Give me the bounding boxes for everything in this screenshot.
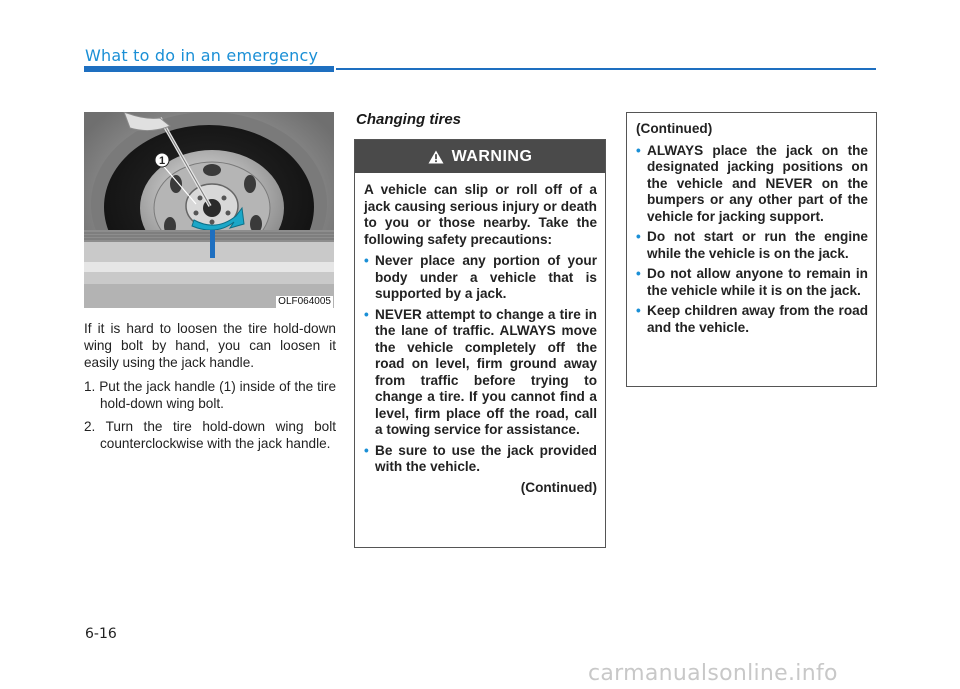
warning-item: • Do not start or run the engine while the vehicle is on the jack. (636, 229, 868, 262)
intro-paragraph: If it is hard to loosen the tire hold-down wing bolt by hand, you can loosen it easily using the jack handle. (84, 321, 336, 370)
figure-caption: OLF064005 (278, 296, 331, 307)
spare-tire-drawing (84, 112, 334, 308)
warning-list (364, 253, 597, 476)
warning-body (355, 173, 605, 496)
watermark[interactable]: carmanualsonline.info (588, 661, 838, 686)
callout-number: 1 (158, 155, 166, 167)
warning-item: • NEVER attempt to change a tire in the lane of traffic. ALWAYS move the vehicle completely off the road on level, firm ground away from traffic before trying to change a tire. If you cannot find a level, firm place off the road, call a towing service for assistance. (364, 307, 597, 439)
warning-continued-box (626, 112, 877, 387)
header-rule-thin (336, 68, 876, 70)
warning-triangle-icon (428, 150, 444, 164)
warning-intro: A vehicle can slip or roll off of a jack causing serious injury or death to you or those nearby. Take the following safety precautions: (364, 182, 597, 247)
warning-item: • Keep children away from the road and the vehicle. (636, 303, 868, 336)
warning-item: • Be sure to use the jack provided with the vehicle. (364, 443, 597, 476)
step-item: 1. Put the jack handle (1) inside of the tire hold-down wing bolt. (84, 379, 336, 411)
continued-heading: (Continued) (636, 121, 713, 136)
step-list (84, 378, 336, 452)
warning-continued-body (627, 113, 876, 336)
page-number: 6-16 (85, 626, 117, 642)
warning-item: • ALWAYS place the jack on the designated jacking positions on the vehicle and NEVER on the bumpers or any other part of the vehicle for jacking support. (636, 143, 868, 226)
warning-label: WARNING (451, 147, 533, 165)
header-rule-thick (84, 66, 334, 72)
warning-continued-list (636, 143, 868, 337)
section-heading: Changing tires (356, 111, 462, 128)
warning-header (355, 140, 605, 173)
step-item: 2. Turn the tire hold-down wing bolt counterclockwise with the jack handle. (84, 419, 336, 451)
warning-box (354, 139, 606, 548)
warning-item: • Never place any portion of your body under a vehicle that is supported by a jack. (364, 253, 597, 303)
spare-tire-illustration (84, 112, 334, 308)
body-text (84, 320, 336, 458)
warning-item: • Do not allow anyone to remain in the vehicle while it is on the jack. (636, 266, 868, 299)
section-title: What to do in an emergency (85, 46, 319, 65)
continued-label: (Continued) (520, 479, 597, 495)
